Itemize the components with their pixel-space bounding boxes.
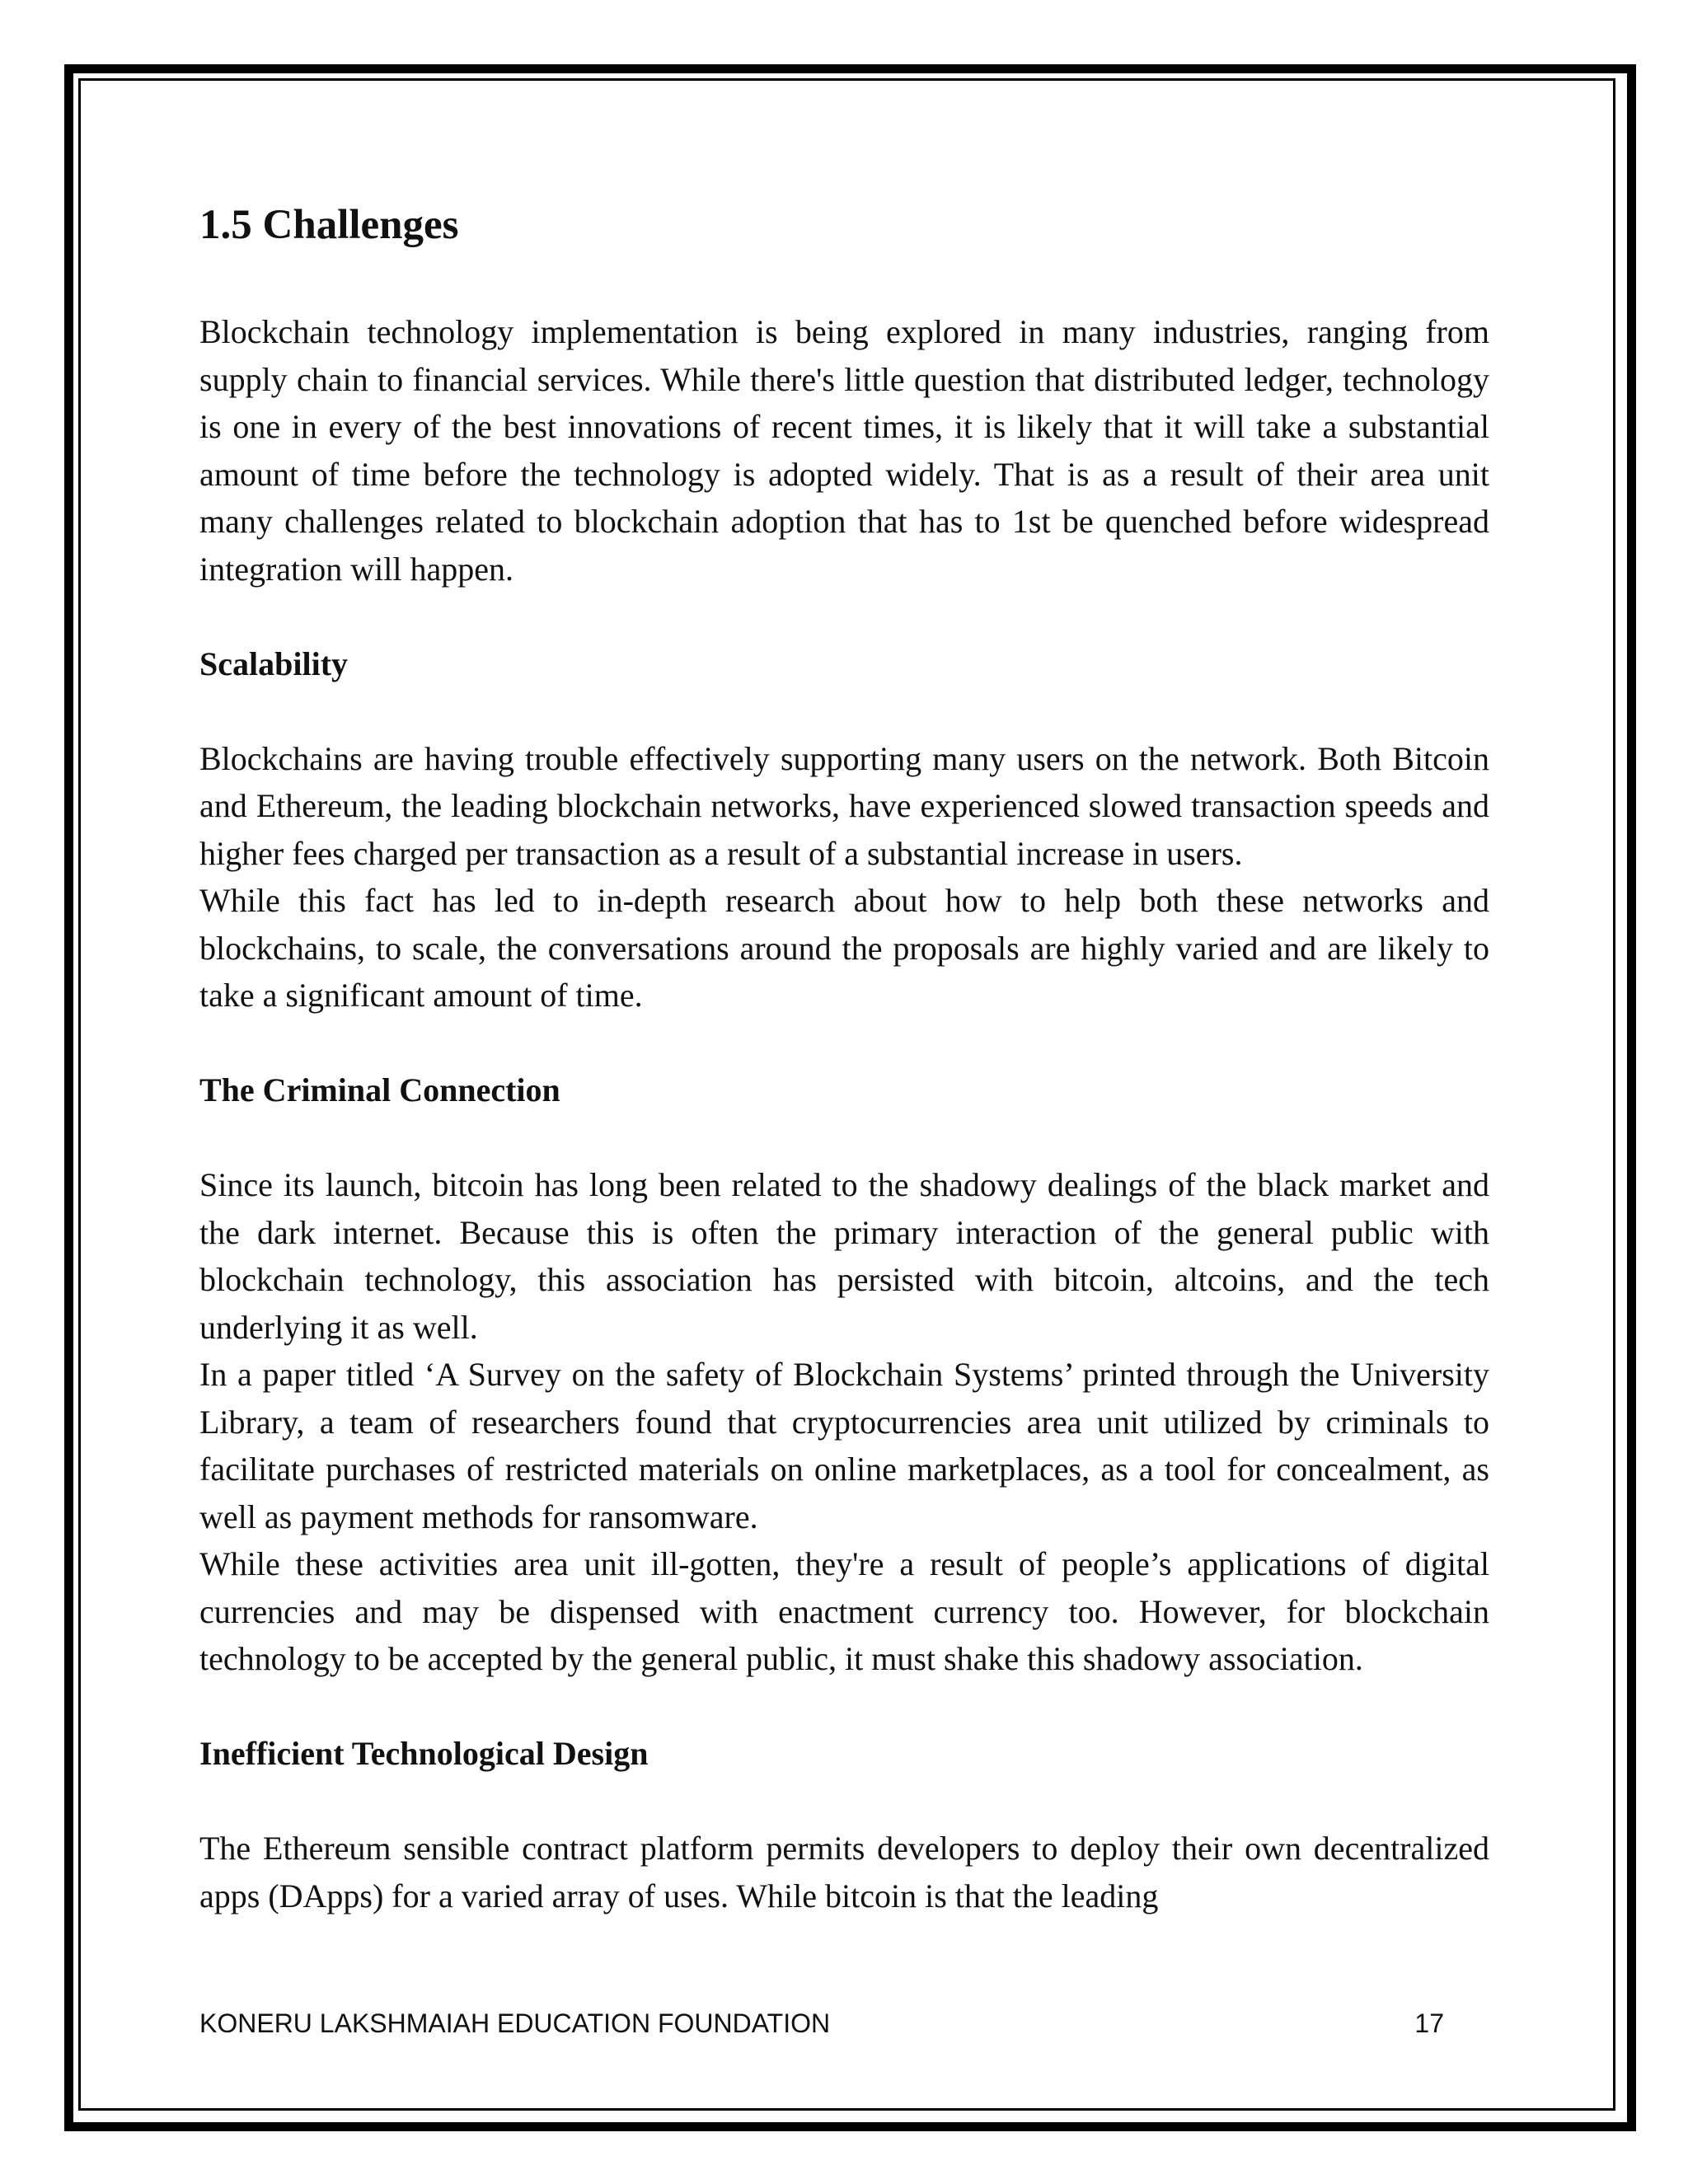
criminal-paragraph-2: In a paper titled ‘A Survey on the safety of Blockchain Systems’ printed through the University Library, a team of researchers found that cryptocurrencies area unit utilized by criminals to facilitate purchases of restricted materials on online marketplaces, as a tool for concealment, as well as payment methods for ransomware.: [199, 1356, 1489, 1535]
inefficient-design-heading: Inefficient Technological Design: [199, 1735, 649, 1772]
scalability-paragraph-2: While this fact has led to in-depth research about how to help both these networks and blockchains, to scale, the conversations around the proposals are highly varied and are likely to take a significant amount of time.: [199, 882, 1489, 1014]
footer-organization: KONERU LAKSHMAIAH EDUCATION FOUNDATION: [199, 2008, 831, 2038]
scalability-heading: Scalability: [199, 644, 349, 682]
page-content: [199, 190, 1489, 1919]
intro-paragraph: Blockchain technology implementation is being explored in many industries, ranging from supply chain to financial services. While there's little question that distributed ledger, technology is one in every of the best innovations of recent times, it is likely that it will take a substantial amount of time before the technology is adopted widely. That is as a result of their area unit many challenges related to blockchain adoption that has to 1st be quenched before widespread integration will happen.: [199, 313, 1489, 588]
inefficient-design-paragraph: The Ethereum sensible contract platform permits developers to deploy their own decentralized apps (DApps) for a varied array of uses. While bitcoin is that the leading: [199, 1830, 1489, 1915]
scalability-paragraph-1: Blockchains are having trouble effectively supporting many users on the network. Both Bitcoin and Ethereum, the leading blockchain networks, have experienced slowed transaction speeds and higher fees charged per transaction as a result of a substantial increase in users.: [199, 739, 1489, 872]
criminal-paragraph-1: Since its launch, bitcoin has long been related to the shadowy dealings of the black market and the dark internet. Because this is often the primary interaction of the general public with blockchain technology, this association has persisted with bitcoin, altcoins, and the tech underlying it as well.: [199, 1166, 1489, 1346]
page-number: 17: [1414, 2008, 1444, 2038]
section-heading: 1.5 Challenges: [199, 202, 459, 248]
criminal-paragraph-3: While these activities area unit ill-gotten, they're a result of people’s applications of digital currencies and may be dispensed with enactment currency too. However, for blockchain technology to be accepted by the general public, it must shake this shadowy association.: [199, 1545, 1489, 1677]
criminal-connection-heading: The Criminal Connection: [199, 1071, 560, 1108]
